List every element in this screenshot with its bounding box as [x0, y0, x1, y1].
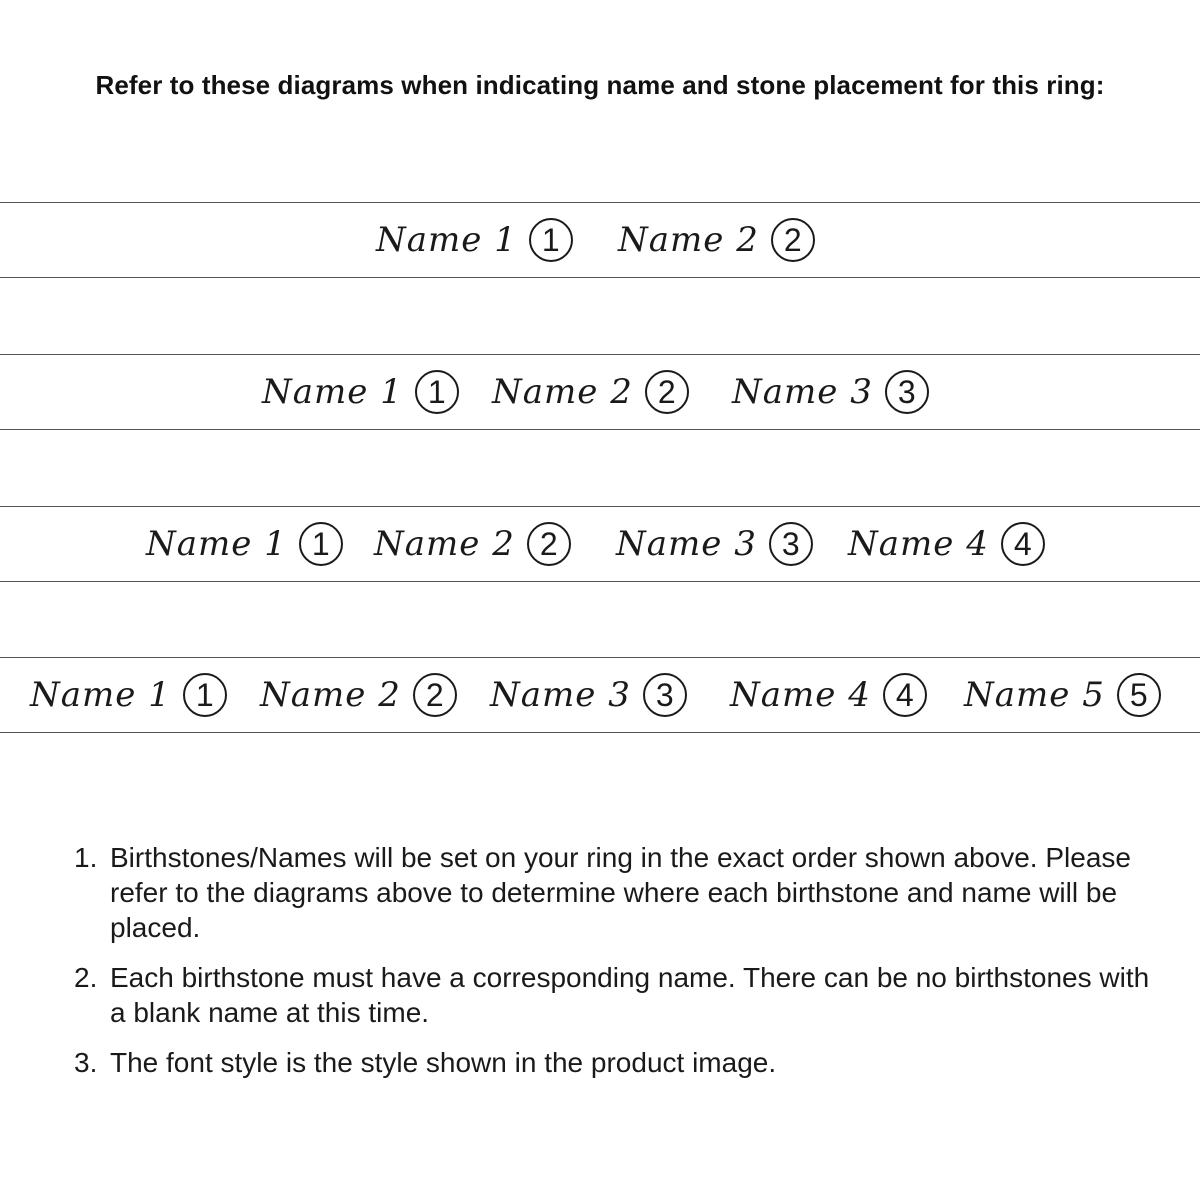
name-slot	[374, 507, 571, 581]
name-slot	[848, 507, 1045, 581]
engraved-name: Name 2	[260, 675, 401, 715]
name-slot	[964, 658, 1161, 732]
ring-diagram-5-stones	[0, 657, 1200, 733]
engraved-name: Name 1	[30, 675, 171, 715]
instruction-text: The font style is the style shown in the product image.	[110, 1047, 777, 1078]
instruction-number: 3.	[74, 1047, 98, 1078]
stone-marker-icon: 1	[299, 522, 343, 566]
ring-diagram-4-stones	[0, 506, 1200, 582]
engraved-name: Name 3	[490, 675, 631, 715]
name-slot	[616, 507, 813, 581]
engraved-name: Name 4	[730, 675, 871, 715]
instruction-item	[74, 840, 1154, 945]
name-slot	[260, 658, 457, 732]
stone-marker-icon: 2	[771, 218, 815, 262]
stone-marker-icon: 2	[527, 522, 571, 566]
instruction-number: 2.	[74, 962, 98, 993]
engraved-name: Name 1	[376, 220, 517, 260]
engraved-name: Name 2	[374, 524, 515, 564]
engraved-name: Name 2	[618, 220, 759, 260]
stone-marker-icon: 4	[1001, 522, 1045, 566]
name-slot	[146, 507, 343, 581]
stone-marker-icon: 3	[643, 673, 687, 717]
instruction-text: Birthstones/Names will be set on your ring in the exact order shown above. Please refer to the diagrams above to determine where each birthstone and name will be placed.	[110, 842, 1131, 943]
stone-marker-icon: 4	[883, 673, 927, 717]
stone-marker-icon: 1	[415, 370, 459, 414]
name-slot	[492, 355, 689, 429]
stone-marker-icon: 2	[645, 370, 689, 414]
name-slot	[730, 658, 927, 732]
instruction-text: Each birthstone must have a corresponding name. There can be no birthstones with a blank name at this time.	[110, 962, 1150, 1028]
stone-marker-icon: 5	[1117, 673, 1161, 717]
name-slot	[262, 355, 459, 429]
instructions-list	[74, 840, 1154, 1095]
stone-marker-icon: 1	[183, 673, 227, 717]
stone-marker-icon: 3	[769, 522, 813, 566]
engraved-name: Name 1	[146, 524, 287, 564]
ring-diagram-3-stones	[0, 354, 1200, 430]
engraved-name: Name 2	[492, 372, 633, 412]
ring-diagram-2-stones	[0, 202, 1200, 278]
name-slot	[618, 203, 815, 277]
engraved-name: Name 4	[848, 524, 989, 564]
engraved-name: Name 1	[262, 372, 403, 412]
stone-marker-icon: 1	[529, 218, 573, 262]
instruction-item	[74, 960, 1154, 1030]
instruction-number: 1.	[74, 842, 98, 873]
instruction-item	[74, 1045, 1154, 1080]
engraved-name: Name 3	[732, 372, 873, 412]
engraved-name: Name 3	[616, 524, 757, 564]
name-slot	[376, 203, 573, 277]
name-slot	[732, 355, 929, 429]
name-slot	[490, 658, 687, 732]
stone-marker-icon: 3	[885, 370, 929, 414]
name-slot	[30, 658, 227, 732]
engraved-name: Name 5	[964, 675, 1105, 715]
stone-marker-icon: 2	[413, 673, 457, 717]
page-title: Refer to these diagrams when indicating name and stone placement for this ring:	[95, 70, 1105, 100]
